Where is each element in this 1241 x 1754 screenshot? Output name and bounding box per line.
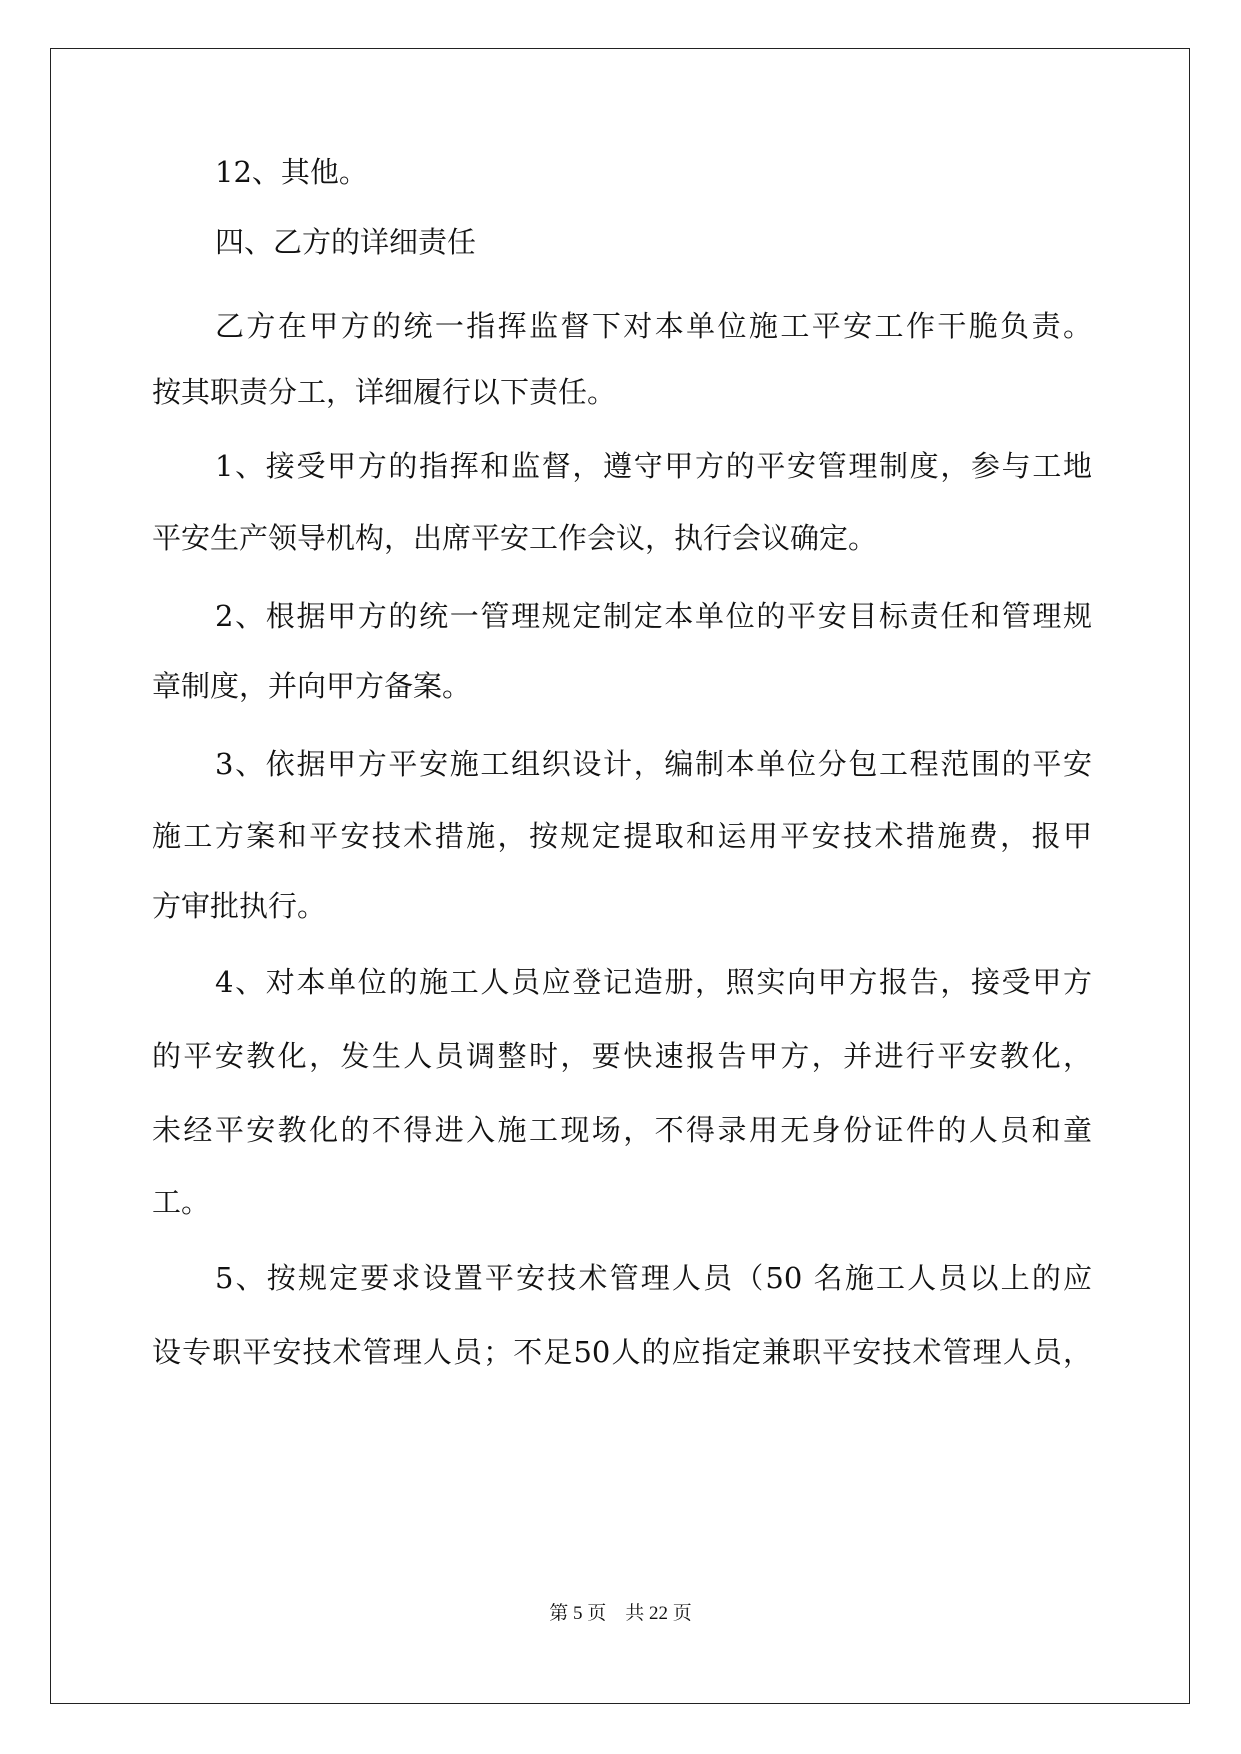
paragraph-line: 2、根据甲方的统一管理规定制定本单位的平安目标责任和管理规 [215, 599, 1092, 633]
paragraph-line: 方审批执行。 [152, 889, 327, 923]
paragraph-line: 设专职平安技术管理人员；不足50人的应指定兼职平安技术管理人员， [152, 1335, 1092, 1369]
paragraph-line: 平安生产领导机构，出席平安工作会议，执行会议确定。 [152, 521, 878, 555]
paragraph-line: 按其职责分工，详细履行以下责任。 [152, 375, 617, 409]
paragraph-line: 3、依据甲方平安施工组织设计，编制本单位分包工程范围的平安 [215, 747, 1092, 781]
paragraph-line: 工。 [152, 1185, 211, 1219]
total-pages: 共 22 页 [625, 1603, 692, 1624]
paragraph-line: 未经平安教化的不得进入施工现场，不得录用无身份证件的人员和童 [152, 1113, 1092, 1147]
paragraph-line: 1、接受甲方的指挥和监督，遵守甲方的平安管理制度，参与工地 [215, 449, 1092, 483]
section-heading: 四、乙方的详细责任 [215, 225, 477, 259]
page-number: 第 5 页 [549, 1603, 607, 1624]
page-border [50, 48, 1190, 1704]
paragraph-line: 的平安教化，发生人员调整时，要快速报告甲方，并进行平安教化， [152, 1039, 1092, 1073]
list-item-12: 12、其他。 [215, 155, 368, 189]
paragraph-line: 乙方在甲方的统一指挥监督下对本单位施工平安工作干脆负责。 [215, 309, 1092, 343]
paragraph-line: 5、按规定要求设置平安技术管理人员（50 名施工人员以上的应 [215, 1261, 1092, 1295]
paragraph-line: 4、对本单位的施工人员应登记造册，照实向甲方报告，接受甲方 [215, 965, 1092, 999]
page-footer [0, 1598, 1241, 1625]
paragraph-line: 章制度，并向甲方备案。 [152, 669, 472, 703]
paragraph-line: 施工方案和平安技术措施，按规定提取和运用平安技术措施费，报甲 [152, 819, 1092, 853]
